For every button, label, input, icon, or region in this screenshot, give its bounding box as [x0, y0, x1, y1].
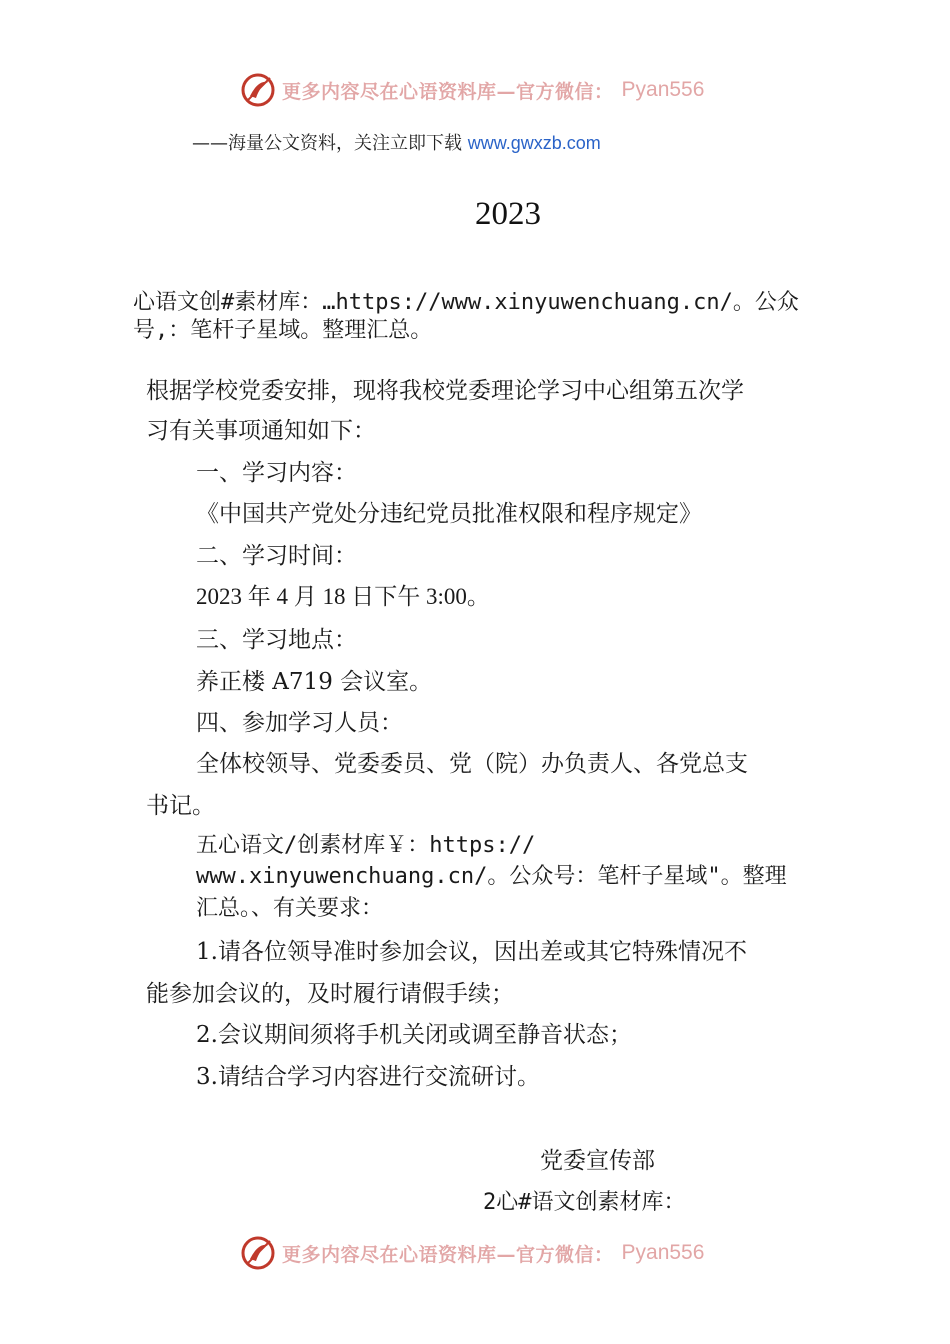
- tagline: [192, 129, 601, 155]
- section-5-line-3: 汇总。、有关要求：: [196, 896, 384, 921]
- tagline-text: ——海量公文资料，关注立即下载: [192, 133, 468, 154]
- footer-banner: [240, 1235, 704, 1271]
- requirement-2: 2.会议期间须将手机关闭或调至静音状态；: [196, 1022, 632, 1048]
- section-4-title: 四、参加学习人员：: [196, 710, 403, 736]
- intro-line-2: 习有关事项通知如下：: [146, 418, 376, 444]
- intro-line-1: 根据学校党委安排，现将我校党委理论学习中心组第五次学: [146, 378, 744, 404]
- section-2-content: 2023 年 4 月 18 日下午 3:00。: [196, 584, 490, 609]
- section-5-line-1: 五心语文/创素材库￥：https://: [196, 833, 536, 858]
- section-3-content: 养正楼 A719 会议室。: [196, 669, 433, 695]
- requirement-1-line-2: 能参加会议的，及时履行请假手续；: [146, 981, 514, 1007]
- footer-note: 2心#语文创素材库：: [483, 1190, 686, 1215]
- banner-text: 更多内容尽在心语资料库—官方微信：: [282, 1243, 614, 1266]
- source-line-2: 号,：笔杆子星域。整理汇总。: [133, 318, 433, 343]
- requirement-1-line-1: 1.请各位领导准时参加会议，因出差或其它特殊情况不: [196, 939, 747, 965]
- source-line-1: 心语文创#素材库：…https://www.xinyuwenchuang.cn/。公众: [133, 290, 799, 315]
- page-title: 2023: [475, 196, 541, 232]
- section-4-line-2: 书记。: [146, 793, 215, 819]
- section-1-content: 《中国共产党处分违纪党员批准权限和程序规定》: [196, 501, 702, 527]
- signature: 党委宣传部: [540, 1148, 655, 1174]
- banner-wechat-id: Pyan556: [621, 1241, 705, 1264]
- logo-icon: [240, 72, 276, 108]
- banner-text: 更多内容尽在心语资料库—官方微信：: [282, 80, 614, 103]
- section-4-line-1: 全体校领导、党委委员、党（院）办负责人、各党总支: [196, 751, 748, 777]
- requirement-3: 3.请结合学习内容进行交流研讨。: [196, 1064, 540, 1090]
- section-5-line-2: www.xinyuwenchuang.cn/。公众号：笔杆子星域"。整理: [196, 864, 787, 889]
- section-3-title: 三、学习地点：: [196, 627, 357, 653]
- tagline-link[interactable]: www.gwxzb.com: [467, 133, 601, 153]
- header-banner: [240, 72, 704, 108]
- section-2-title: 二、学习时间：: [196, 543, 357, 569]
- section-1-title: 一、学习内容：: [196, 460, 357, 486]
- banner-wechat-id: Pyan556: [621, 78, 705, 101]
- logo-icon: [240, 1235, 276, 1271]
